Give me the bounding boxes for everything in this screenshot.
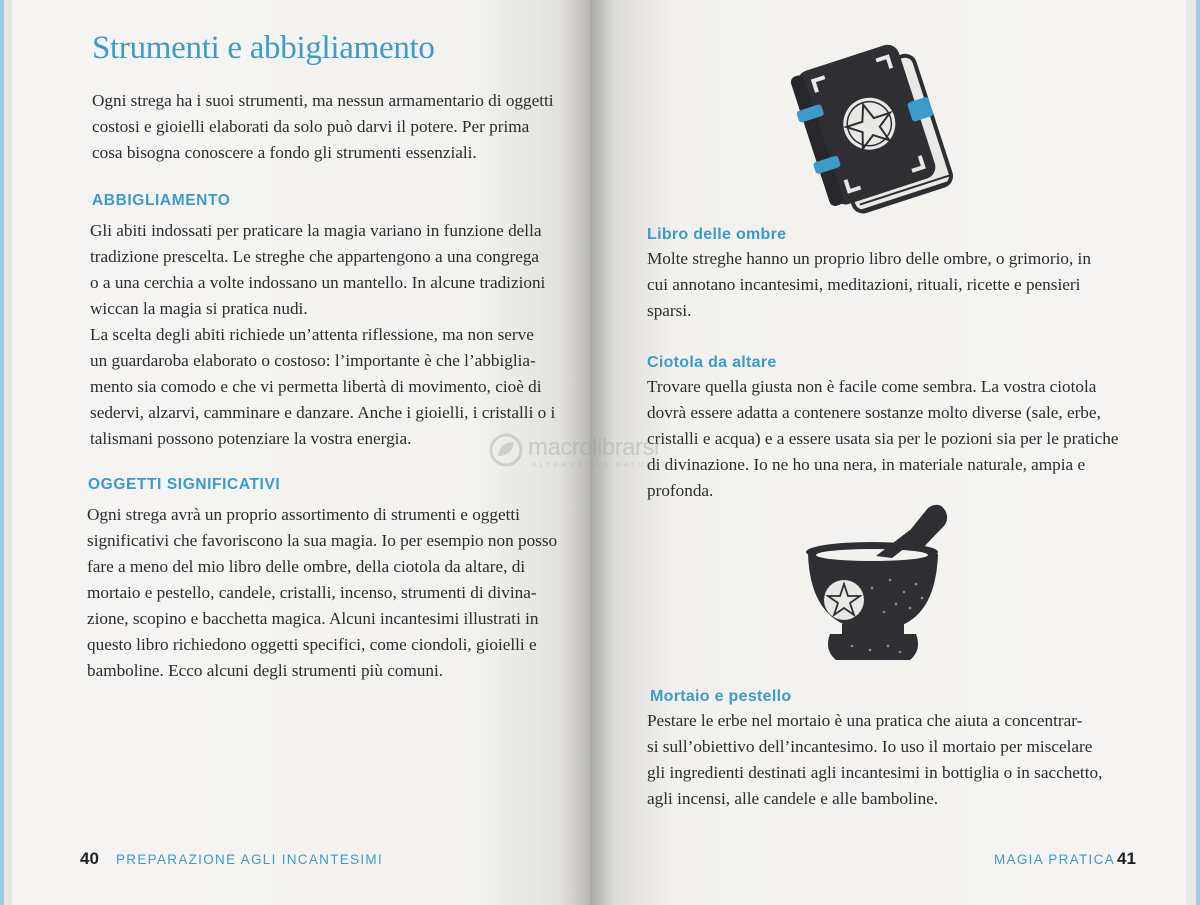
text-line: La scelta degli abiti richiede un’attenta riflessione, ma non serve <box>90 325 534 344</box>
oggetti-paragraph <box>87 502 579 684</box>
text-line: Gli abiti indossati per praticare la magia variano in funzione della <box>90 221 542 240</box>
section-heading-oggetti-significativi: OGGETTI SIGNIFICATIVI <box>88 476 281 493</box>
text-line: si sull’obiettivo dell’incantesimo. Io uso il mortaio per miscelare <box>647 737 1093 756</box>
text-line: mortaio e pestello, candele, cristalli, incenso, strumenti di divina- <box>87 583 537 602</box>
page-number-left: 40 <box>80 849 99 868</box>
text-line: cui annotano incantesimi, meditazioni, rituali, ricette e pensieri <box>647 275 1081 294</box>
text-line: bamboline. Ecco alcuni degli strumenti più comuni. <box>87 661 444 680</box>
item-heading-ciotola: Ciotola da altare <box>647 354 777 371</box>
text-line: talismani possono potenziare la vostra energia. <box>90 429 412 448</box>
text-line: cosa bisogna conoscere a fondo gli strumenti essenziali. <box>92 143 477 162</box>
running-header-right: MAGIA PRATICA <box>994 852 1115 867</box>
text-line: dovrà essere adatta a contenere sostanze molto diverse (sale, erbe, <box>647 403 1101 422</box>
section-heading-abbigliamento: ABBIGLIAMENTO <box>92 192 231 209</box>
text-line: gli ingredienti destinati agli incantesimi in bottiglia o in sacchetto, <box>647 763 1103 782</box>
text-line: agli incensi, alle candele e alle bamboline. <box>647 789 939 808</box>
text-line: fare a meno del mio libro delle ombre, della ciotola da altare, di <box>87 557 526 576</box>
text-line: wiccan la magia si pratica nudi. <box>90 299 308 318</box>
page-number-right: 41 <box>1117 849 1136 868</box>
watermark-tagline: ALTERNATIVA NATURALE <box>532 462 677 469</box>
ciotola-paragraph <box>647 374 1139 504</box>
text-line: o a una cerchia a volte indossano un mantello. In alcune tradizioni <box>90 273 546 292</box>
watermark-brand: macrolibrarsi <box>528 434 659 461</box>
right-page <box>590 0 1186 905</box>
text-line: Ogni strega avrà un proprio assortimento di strumenti e oggetti <box>87 505 520 524</box>
text-line: Molte streghe hanno un proprio libro delle ombre, o grimorio, in <box>647 249 1091 268</box>
text-line: sedervi, alzarvi, camminare e danzare. Anche i gioielli, i cristalli o i <box>90 403 556 422</box>
text-line: questo libro richiedono oggetti specifici, come ciondoli, gioielli e <box>87 635 537 654</box>
text-line: zione, scopino e bacchetta magica. Alcuni incantesimi illustrati in <box>87 609 539 628</box>
item-heading-libro: Libro delle ombre <box>647 226 787 243</box>
page-title: Strumenti e abbigliamento <box>92 30 435 66</box>
item-heading-mortaio: Mortaio e pestello <box>650 688 792 705</box>
text-line: mento sia comodo e che vi permetta libertà di movimento, cioè di <box>90 377 542 396</box>
text-line: cristalli e acqua) e a essere usata sia per le pozioni sia per le pratiche <box>647 429 1119 448</box>
left-page-edge <box>0 0 12 905</box>
book-of-shadows-illustration <box>790 30 960 220</box>
abbigliamento-paragraph <box>90 218 580 452</box>
text-line: Pestare le erbe nel mortaio è una pratica che aiuta a concentrar- <box>647 711 1083 730</box>
text-line: Trovare quella giusta non è facile come sembra. La vostra ciotola <box>647 377 1097 396</box>
text-line: Ogni strega ha i suoi strumenti, ma nessun armamentario di oggetti <box>92 91 554 110</box>
text-line: sparsi. <box>647 301 692 320</box>
running-header-left: PREPARAZIONE AGLI INCANTESIMI <box>116 852 383 867</box>
text-line: un guardaroba elaborato o costoso: l’importante è che l’abbiglia- <box>90 351 536 370</box>
text-line: profonda. <box>647 481 714 500</box>
text-line: tradizione prescelta. Le streghe che appartengono a una congrega <box>90 247 540 266</box>
mortaio-paragraph <box>647 708 1139 812</box>
left-page <box>12 0 590 905</box>
text-line: significativi che favoriscono la sua magia. Io per esempio non posso <box>87 531 558 550</box>
text-line: costosi e gioielli elaborati da solo può darvi il potere. Per prima <box>92 117 530 136</box>
libro-paragraph <box>647 246 1133 324</box>
mortar-and-pestle-illustration <box>800 500 960 670</box>
right-page-edge <box>1186 0 1200 905</box>
text-line: di divinazione. Io ne ho una nera, in materiale naturale, ampia e <box>647 455 1086 474</box>
intro-paragraph <box>92 88 578 166</box>
